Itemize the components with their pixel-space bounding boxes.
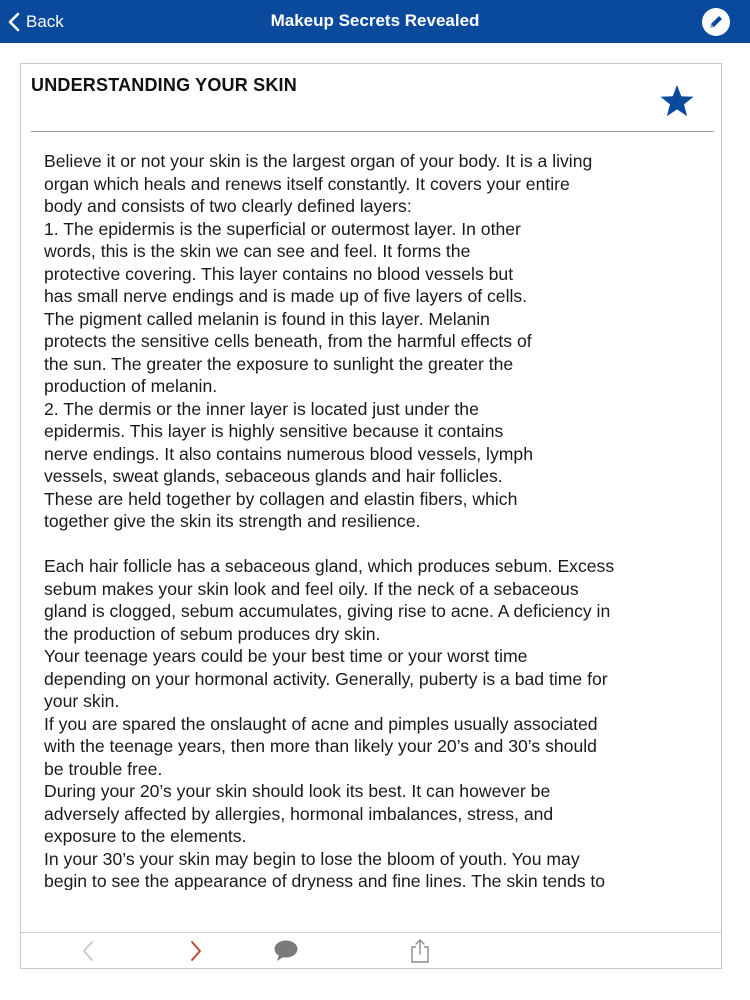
chevron-left-icon	[81, 940, 95, 962]
bottom-toolbar	[21, 932, 721, 968]
back-label: Back	[26, 12, 64, 31]
star-icon[interactable]	[659, 83, 695, 119]
nav-title: Makeup Secrets Revealed	[270, 11, 480, 30]
header-divider	[31, 131, 714, 132]
pencil-icon	[707, 13, 725, 31]
article-body	[44, 150, 704, 890]
chevron-right-icon	[189, 940, 203, 962]
comment-button[interactable]	[271, 938, 301, 964]
share-icon	[409, 938, 431, 964]
article-paragraph: Believe it or not your skin is the largest organ of your body. It is a living organ which heals and renews itself constantly. It covers your entire body and consists of two clearly defined layers: 1. The epidermis is the superficial or outermost layer. In other words, this is the skin we can see and feel. It forms the protective covering. This layer contains no blood vessels but has small nerve endings and is made up of five layers of cells. The pigment called melanin is found in this layer. Melanin protects the sensitive cells beneath, from the harmful effects of the sun. The greater the exposure to sunlight the greater the production of melanin. 2. The dermis or the inner layer is located just under the epidermis. This layer is highly sensitive because it contains nerve endings. It also contains numerous blood vessels, lymph vessels, sweat glands, sebaceous glands and hair follicles. These are held together by collagen and elastin fibers, which together give the skin its strength and resilience.	[44, 151, 593, 531]
article-header	[21, 64, 721, 132]
share-button[interactable]	[405, 938, 435, 964]
edit-button[interactable]	[702, 8, 730, 36]
article-title: UNDERSTANDING YOUR SKIN	[31, 75, 297, 95]
previous-button[interactable]	[73, 938, 103, 964]
article-paragraph: Each hair follicle has a sebaceous gland, which produces sebum. Excess sebum makes your skin look and feel oily. If the neck of a sebaceous gland is clogged, sebum accumulates, giving rise to acne. A deficiency in the production of sebum produces dry skin. Your teenage years could be your best time or your worst time depending on your hormonal activity. Generally, puberty is a bad time for your skin. If you are spared the onslaught of acne and pimples usually associated with the teenage years, then more than likely your 20’s and 30’s should be trouble free. During your 20’s your skin should look its best. It can however be adversely affected by allergies, hormonal imbalances, stress, and exposure to the elements. In your 30’s your skin may begin to lose the bloom of youth. You may begin to see the appearance of dryness and fine lines. The skin tends to	[44, 556, 615, 890]
comment-icon	[273, 939, 299, 963]
next-button[interactable]	[181, 938, 211, 964]
navigation-bar	[0, 0, 750, 43]
article-card	[20, 63, 722, 969]
